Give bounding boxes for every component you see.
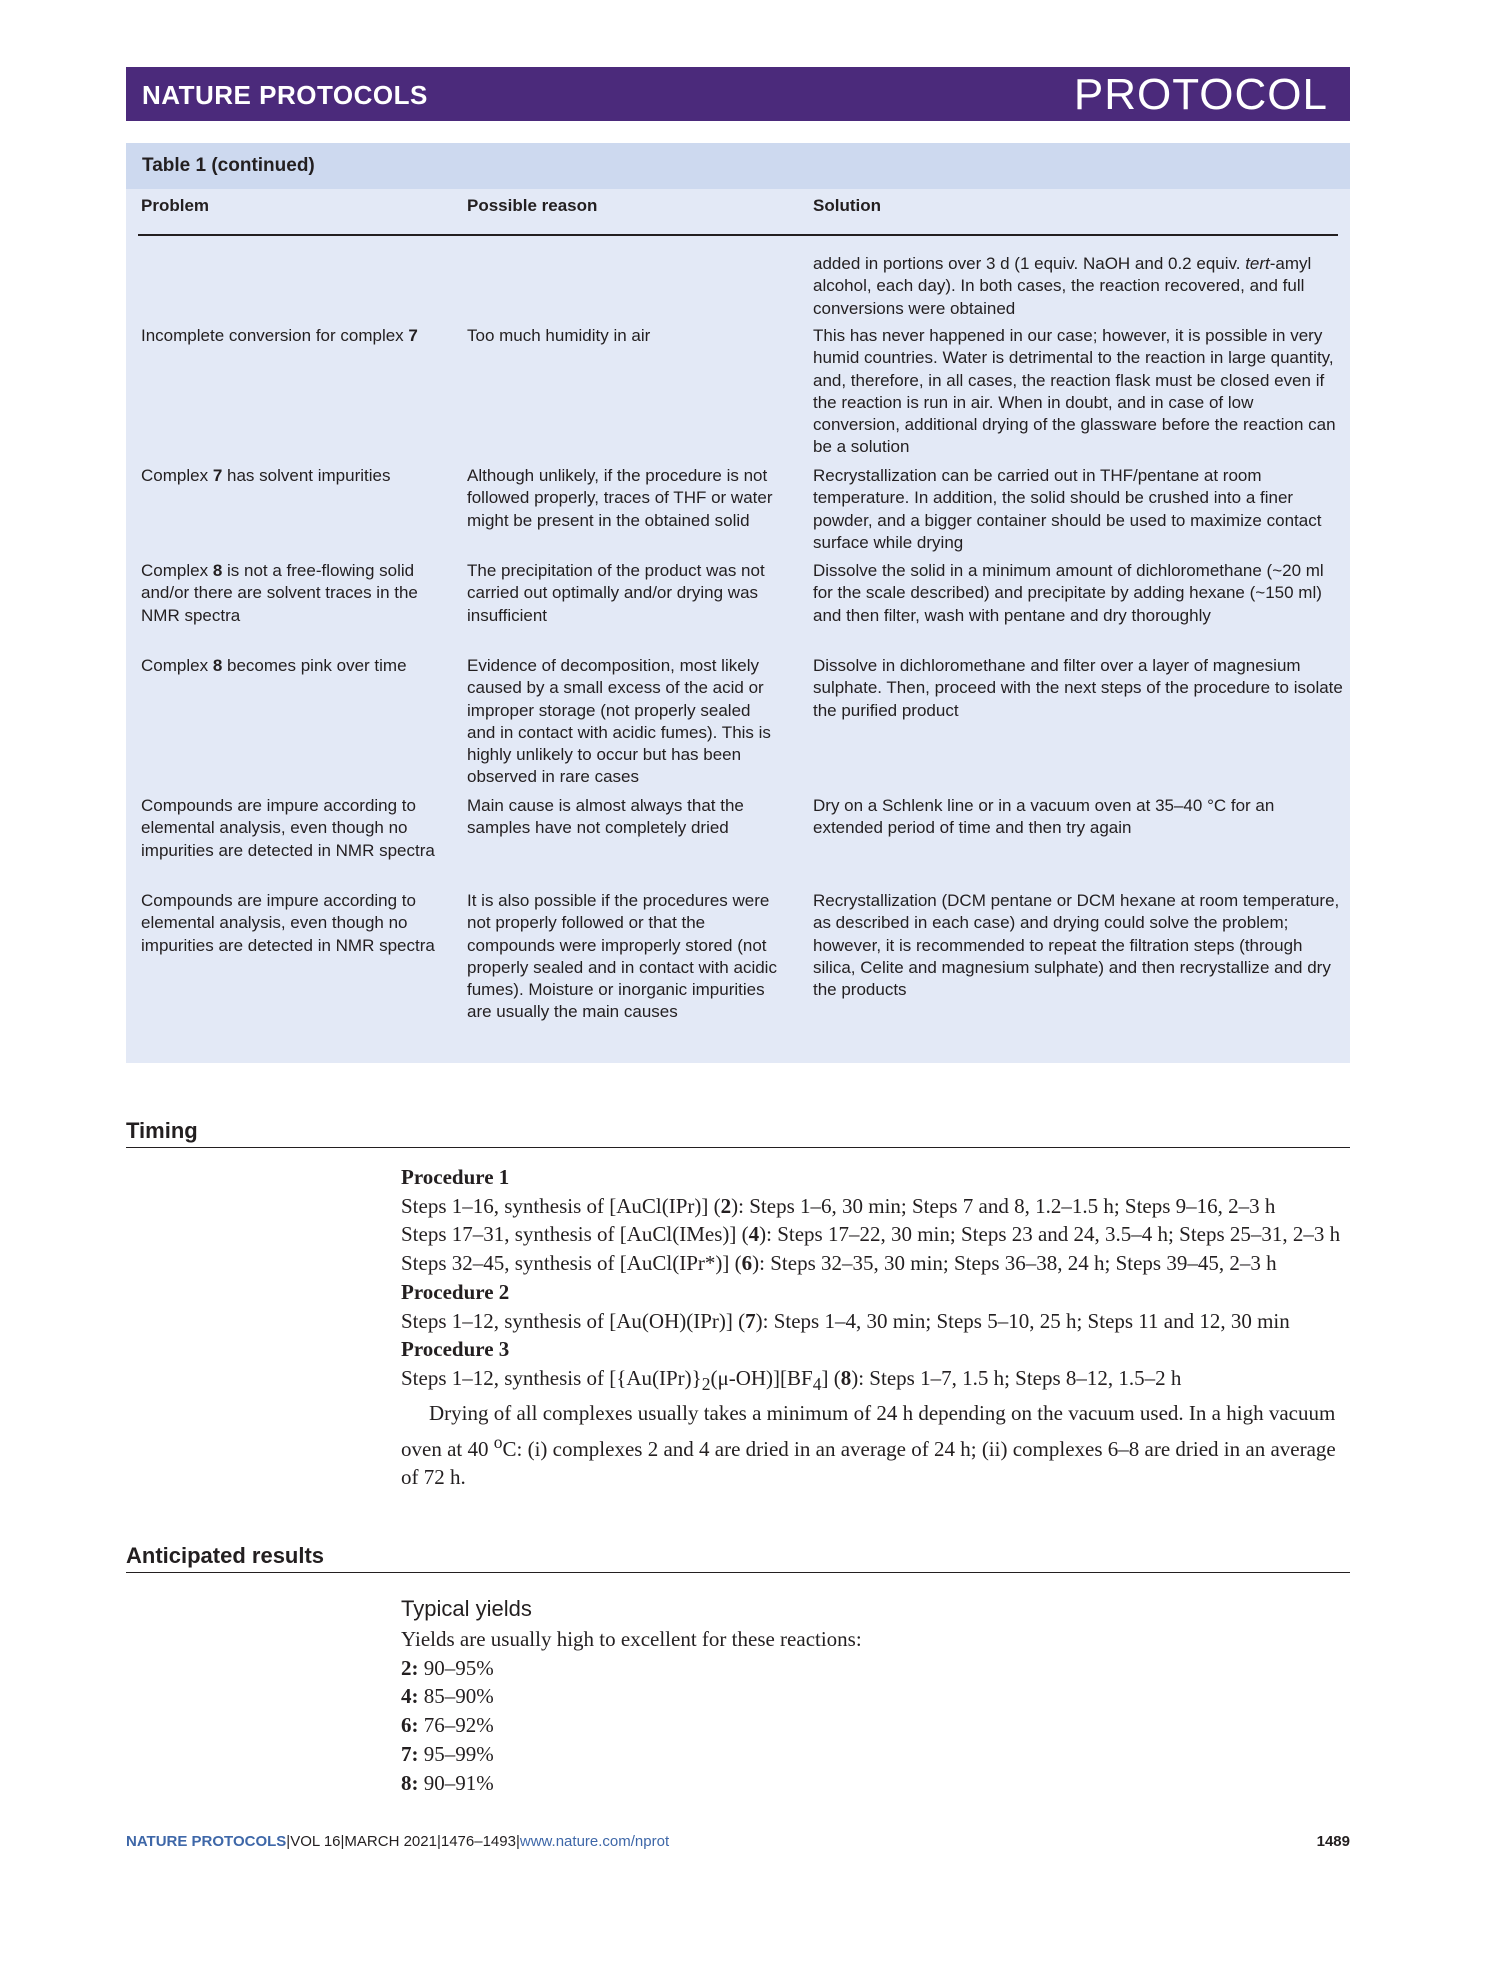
article-type: PROTOCOL [1073,70,1328,119]
timing-line: Steps 1–12, synthesis of [Au(OH)(IPr)] (7): Steps 1–4, 30 min; Steps 5–10, 25 h; Steps 11 and 12, 30 min [401,1308,1290,1333]
yield-item: 8: 90–91% [401,1770,494,1795]
table-cell-solution: Dissolve the solid in a minimum amount of dichloromethane (~20 ml for the scale described) and precipitate by adding hexane (~150 ml) and then filter, wash with pentane and dry thoroughly [813,561,1324,625]
table-cell-problem: Compounds are impure according to elemental analysis, even though no impurities are detected in NMR spectra [141,796,435,860]
table-cell-problem: Complex 8 becomes pink over time [141,656,407,675]
table-cell-solution: Recrystallization can be carried out in THF/pentane at room temperature. In addition, the solid should be crushed into a finer powder, and a bigger container should be used to maximize contact surface while drying [813,466,1322,552]
timing-line: Steps 32–45, synthesis of [AuCl(IPr*)] (6): Steps 32–35, 30 min; Steps 36–38, 24 h; Steps 39–45, 2–3 h [401,1251,1277,1276]
page-number: 1489 [1316,1833,1350,1850]
yield-item: 6: 76–92% [401,1713,494,1738]
journal-name: NATURE PROTOCOLS [142,80,428,110]
journal-banner [126,67,1350,121]
table-cell-reason: Too much humidity in air [467,326,651,345]
yield-item: 2: 90–95% [401,1655,494,1680]
table-cell-problem: Compounds are impure according to elemental analysis, even though no impurities are detected in NMR spectra [141,891,435,955]
table-cell-problem: Incomplete conversion for complex 7 [141,326,418,345]
procedure-2-title: Procedure 2 [401,1279,510,1304]
table-cell-reason: The precipitation of the product was not carried out optimally and/or drying was insufficient [467,561,765,625]
table-cell-solution: This has never happened in our case; however, it is possible in very humid countries. Water is detrimental to the reaction in large quantity, and, therefore, in all cases, the reaction flask must be closed even if the reaction is run in air. When in doubt, and in case of low conversion, additional drying of the glassware before the reaction can be a solution [813,326,1336,457]
section-heading-anticipated-results: Anticipated results [126,1543,1350,1573]
table-cell-solution: Recrystallization (DCM pentane or DCM hexane at room temperature, as described in each case) and drying could solve the problem; however, it is recommended to repeat the filtration steps (through silica, Celite and magnesium sulphate) and then recrystallize and dry the products [813,891,1340,1000]
column-header-reason: Possible reason [467,196,598,215]
yields-intro: Yields are usually high to excellent for these reactions: [401,1627,862,1651]
timing-line: Steps 1–12, synthesis of $[\{Au(IPr)\}_2(\mu-OH)][BF_4]$ (8): Steps 1–7, 1.5 h; Steps 8–12, 1.5–2 h [401,1365,1182,1395]
table-caption-text: Table 1 (continued) [142,155,315,176]
section-heading-timing: Timing [126,1118,1350,1148]
table-cell-reason: Evidence of decomposition, most likely caused by a small excess of the acid or improper storage (not properly sealed and in contact with acidic fumes). This is highly unlikely to occur but has been observed in rare cases [467,656,771,787]
table-caption [126,143,1350,189]
table-cell-reason: Although unlikely, if the procedure is not followed properly, traces of THF or water might be present in the obtained solid [467,466,773,530]
troubleshooting-table [126,143,1350,1063]
drying-paragraph: Drying of all complexes usually takes a minimum of 24 h depending on the vacuum used. In a high vacuum oven at 40 $^o$C: (i) complexes 2 and 4 are dried in an average of 24 h; (ii) complexes 6–8 are dried in an average of 72 h. [401,1400,1336,1490]
column-header-problem: Problem [141,196,210,215]
table-cell-problem: Complex 7 has solvent impurities [141,466,391,485]
table-cell-reason: It is also possible if the procedures were not properly followed or that the compounds were improperly stored (not properly sealed and in contact with acidic fumes). Moisture or inorganic impurities are usually the main causes [467,891,777,1022]
anticipated-body [401,1593,1351,1797]
page-footer: NATURE PROTOCOLS|VOL 16|MARCH 2021|1476–1493|www.nature.com/nprot 1489 [126,1833,1350,1850]
procedure-3-title: Procedure 3 [401,1337,510,1362]
timing-line: Steps 17–31, synthesis of [AuCl(IMes)] (4): Steps 17–22, 30 min; Steps 23 and 24, 3.5–4 h; Steps 25–31, 2–3 h [401,1222,1341,1247]
footer-pages: 1476–1493 [440,1833,516,1850]
column-header-solution: Solution [813,196,881,215]
table-cell-solution: added in portions over 3 d (1 equiv. NaOH and 0.2 equiv. tert-amyl alcohol, each day). In both cases, the reaction recovered, and full conversions were obtained [813,254,1312,318]
header-rule [138,234,1338,236]
procedure-1-title: Procedure 1 [401,1165,510,1189]
table-cell-reason: Main cause is almost always that the samples have not completely dried [467,796,744,838]
table-cell-solution: Dry on a Schlenk line or in a vacuum oven at 35–40 °C for an extended period of time and then try again [813,796,1275,838]
footer-date: MARCH 2021 [344,1833,437,1850]
yield-item: 4: 85–90% [401,1684,494,1709]
yield-item: 7: 95–99% [401,1741,494,1766]
footer-volume: VOL 16 [290,1833,341,1850]
timing-line: Steps 1–16, synthesis of [AuCl(IPr)] (2): Steps 1–6, 30 min; Steps 7 and 8, 1.2–1.5 h; Steps 9–16, 2–3 h [401,1193,1276,1218]
timing-body [401,1163,1351,1492]
footer-journal: NATURE PROTOCOLS [126,1833,287,1850]
table-cell-solution: Dissolve in dichloromethane and filter over a layer of magnesium sulphate. Then, proceed with the next steps of the procedure to isolate the purified product [813,656,1343,720]
footer-url-link[interactable]: www.nature.com/nprot [519,1833,670,1850]
typical-yields-heading: Typical yields [401,1596,532,1621]
table-cell-problem: Complex 8 is not a free-flowing solid and/or there are solvent traces in the NMR spectra [141,561,418,625]
